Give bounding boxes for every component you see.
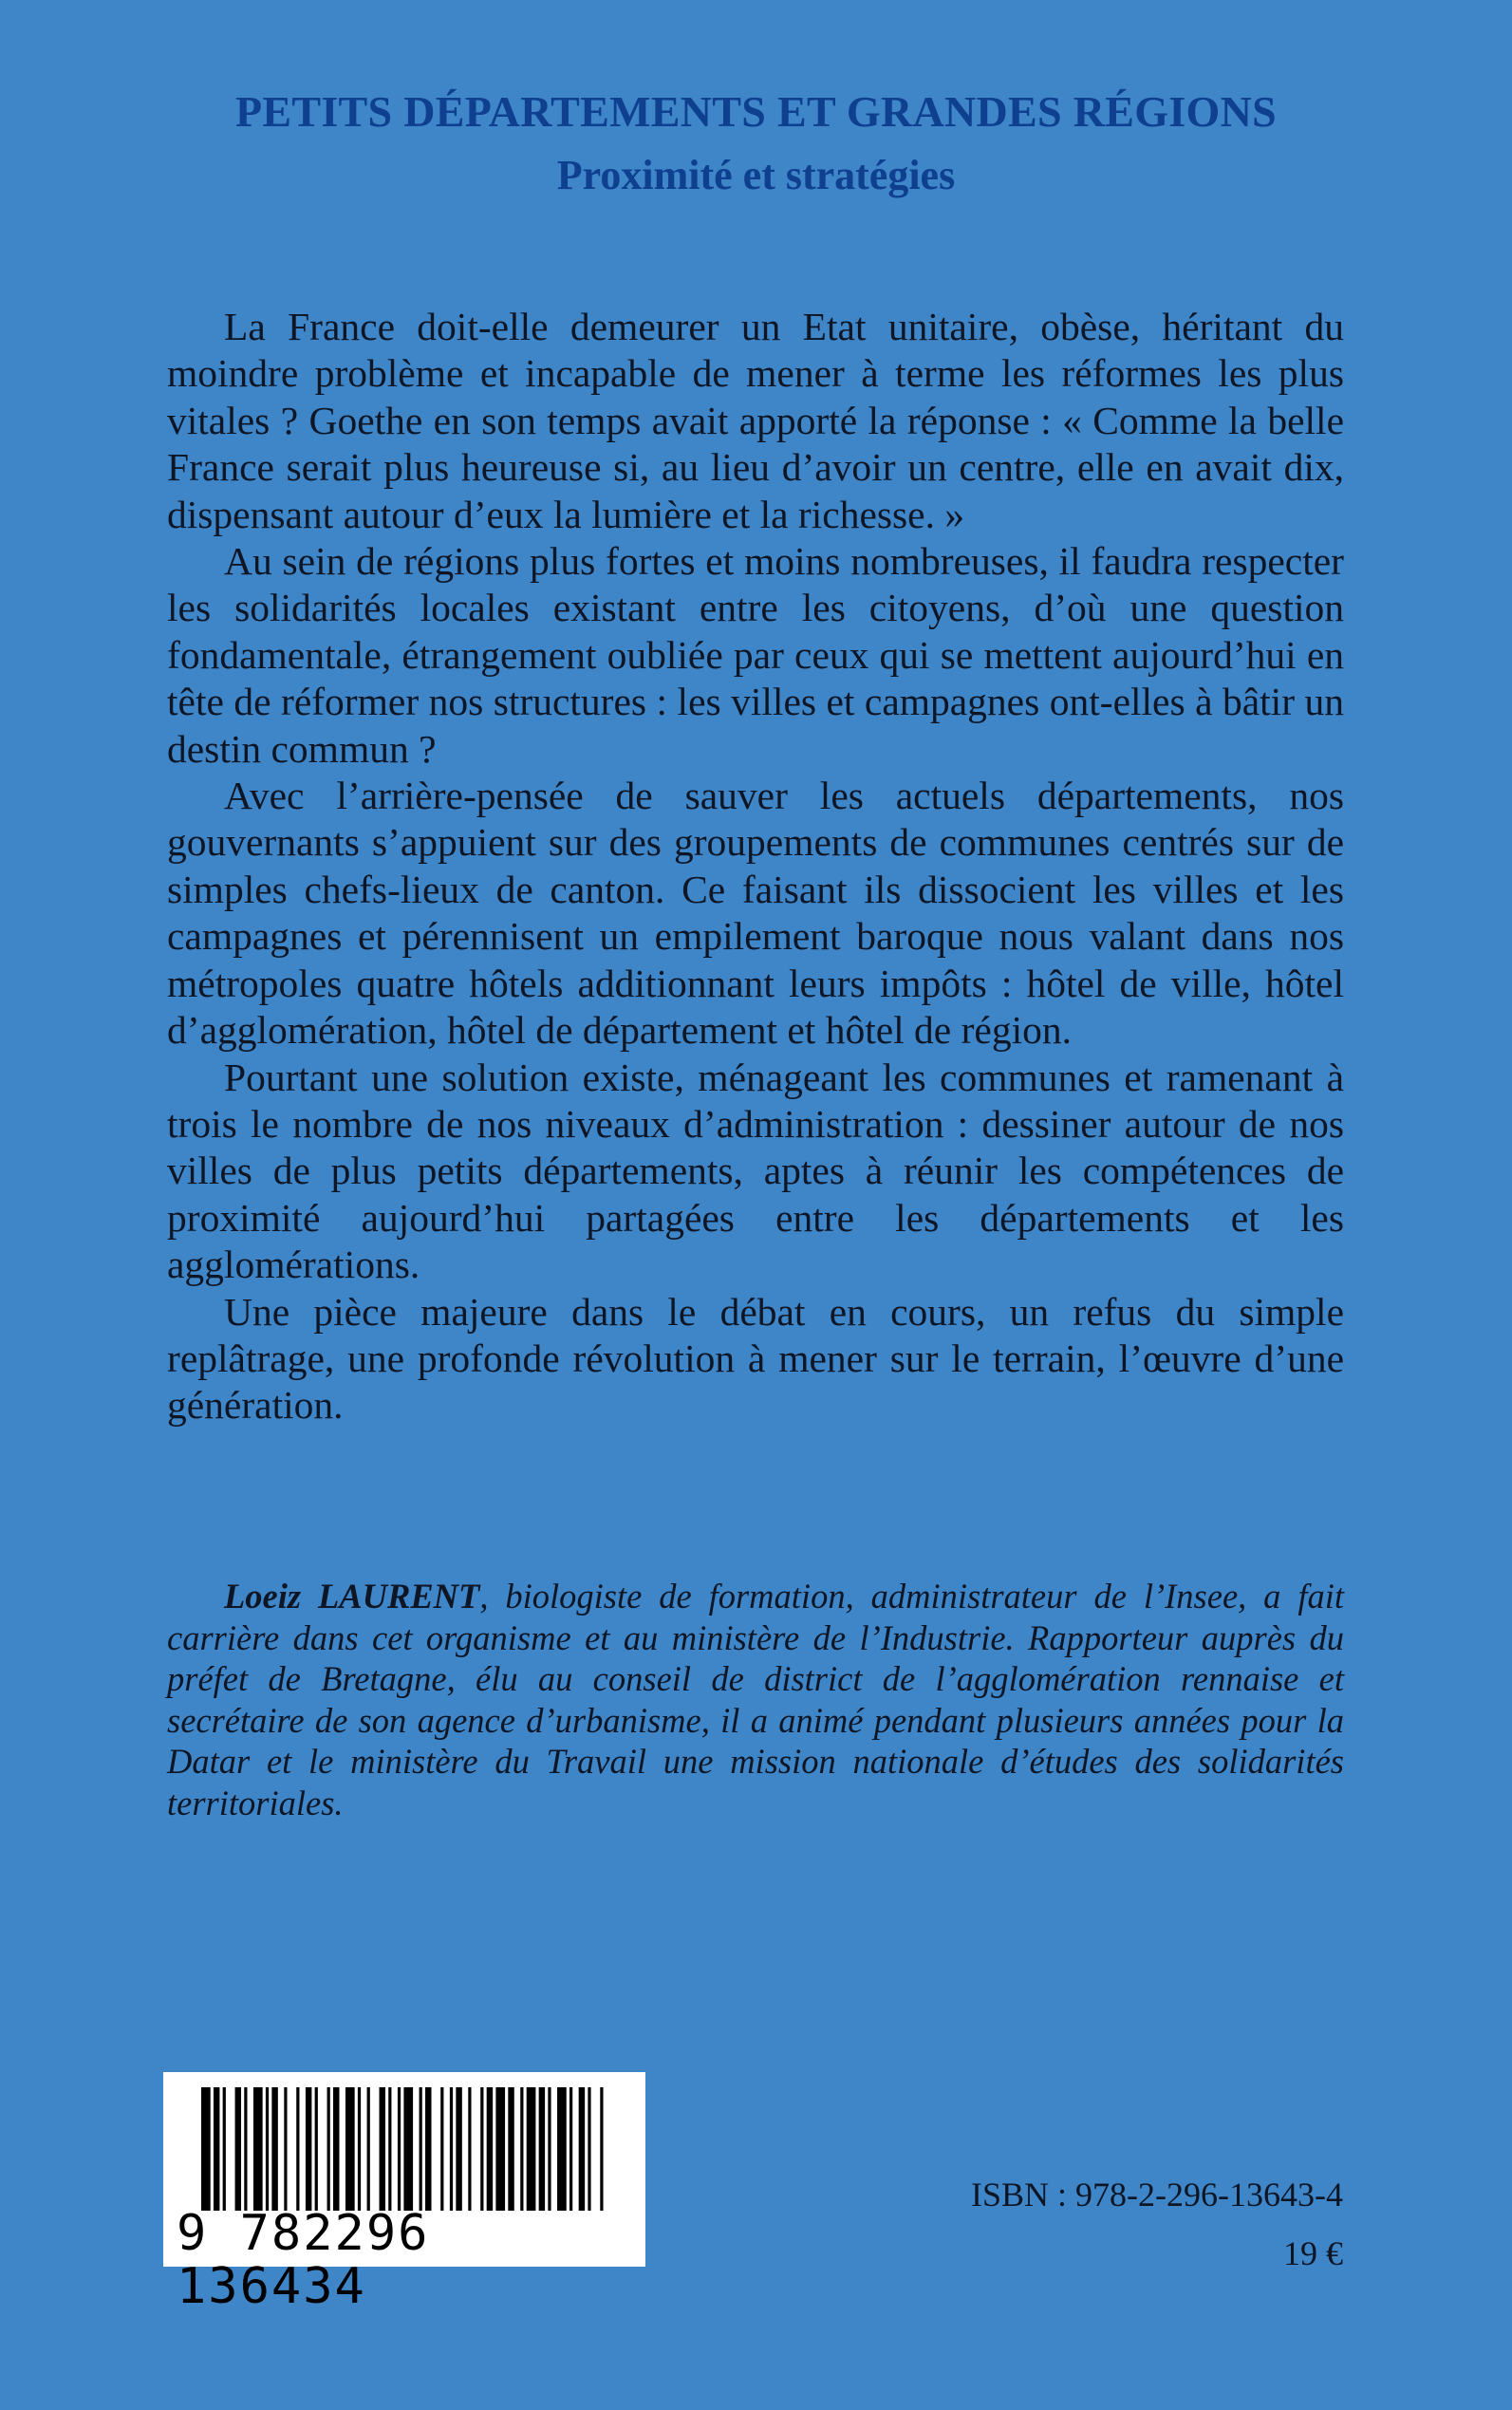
barcode-bar (201, 2087, 211, 2211)
barcode-bar (539, 2087, 545, 2211)
book-subtitle: Proximité et stratégies (556, 152, 956, 198)
isbn: ISBN : 978-2-296-13643-4 (971, 2176, 1343, 2214)
book-title: PETITS DÉPARTEMENTS ET GRANDES RÉGIONS (234, 87, 1277, 136)
barcode-bar (223, 2087, 226, 2211)
barcode-bar (557, 2087, 567, 2211)
barcode-bar (253, 2087, 263, 2211)
blurb-paragraph: Pourtant une solution existe, ménageant les communes et ramenant à trois le nombre de nos niveaux d’administration : dessiner autour de nos villes de plus petits départements, aptes à réunir les compétences de proximité aujourd’hui partagées entre les départements et les agglomérations. (167, 1055, 1344, 1287)
barcode-bar (214, 2087, 219, 2211)
barcode-bar (306, 2087, 311, 2211)
barcode-bar (345, 2087, 355, 2211)
barcode-bar (579, 2087, 585, 2211)
barcode-bar (367, 2087, 370, 2211)
author-name: Loeiz LAURENT (224, 1577, 480, 1616)
author-bio-paragraph (167, 1576, 1344, 1823)
barcode-bar (420, 2087, 422, 2211)
barcode-bar (588, 2087, 590, 2211)
barcode-bar (569, 2087, 572, 2211)
blurb-paragraph: Avec l’arrière-pensée de sauver les actuels départements, nos gouvernants s’appuient sur des groupements de communes centrés sur de simples chefs-lieux de canton. Ce faisant ils dissocient les villes et les campagnes et pérennisent un empilement baroque nous valant dans nos métropoles quatre hôtels additionnant leurs impôts : hôtel de ville, hôtel d’agglomération, hôtel de département et hôtel de région. (167, 774, 1344, 1053)
barcode-bar (480, 2087, 483, 2211)
barcode-bar (520, 2087, 523, 2211)
barcode-bar (468, 2087, 471, 2211)
barcode-bar (508, 2087, 513, 2211)
barcode-bar (315, 2087, 318, 2211)
barcode-bar (388, 2087, 391, 2211)
barcode-bar (244, 2087, 247, 2211)
barcode-bars (201, 2087, 609, 2211)
barcode-bar (358, 2087, 361, 2211)
barcode-bar (271, 2087, 277, 2211)
barcode-bar (440, 2087, 443, 2211)
barcode-bar (487, 2087, 493, 2211)
barcode-bar (600, 2087, 603, 2211)
barcode-bar (403, 2087, 413, 2211)
price: 19 € (1283, 2234, 1343, 2272)
blurb (167, 304, 1344, 1429)
barcode-bar (527, 2087, 536, 2211)
barcode-bar (333, 2087, 339, 2211)
barcode-bar (425, 2087, 431, 2211)
barcode (163, 2072, 645, 2315)
barcode-bar (296, 2087, 299, 2211)
barcode-bar (548, 2087, 551, 2211)
barcode-bar (327, 2087, 330, 2211)
blurb-paragraph: Au sein de régions plus fortes et moins nombreuses, il faudra respecter les solidarités locales existant entre les citoyens, d’où une question fondamentale, étrangement oubliée par ceux qui se mettent aujourd’hui en tête de réformer nos structures : les villes et campagnes ont-elles à bâtir un destin commun ? (167, 539, 1344, 771)
blurb-paragraph: Une pièce majeure dans le débat en cours, un refus du simple replâtrage, une profonde révolution à mener sur le terrain, l’œuvre d’une génération. (167, 1289, 1344, 1428)
barcode-bar (495, 2087, 505, 2211)
barcode-bar (284, 2087, 287, 2211)
author-bio-text: , biologiste de formation, administrateur de l’Insee, a fait carrière dans cet organisme et au ministère de l’Industrie. Rapporteur auprès du préfet de Bretagne, élu au conseil de district de l’agglomération rennaise et secrétaire de son agence d’urbanisme, il a animé pendant plusieurs années pour la Datar et le ministère du Travail une mission nationale d’études des solidarités territoriales. (167, 1577, 1344, 1822)
barcode-bar (235, 2087, 241, 2211)
barcode-number: 9 782296 136434 (177, 2205, 430, 2315)
barcode-bar (266, 2087, 269, 2211)
author-bio (167, 1576, 1344, 1823)
barcode-bar (456, 2087, 461, 2211)
barcode-bar (450, 2087, 453, 2211)
blurb-paragraph: La France doit-elle demeurer un Etat unitaire, obèse, héritant du moindre problème et incapable de mener à terme les réformes les plus vitales ? Goethe en son temps avait apporté la réponse : « Comme la belle France serait plus heureuse si, au lieu d’avoir un centre, elle en avait dix, dispensant autour d’eux la lumière et la richesse. » (167, 305, 1344, 536)
barcode-bar (398, 2087, 401, 2211)
barcode-bar (380, 2087, 385, 2211)
